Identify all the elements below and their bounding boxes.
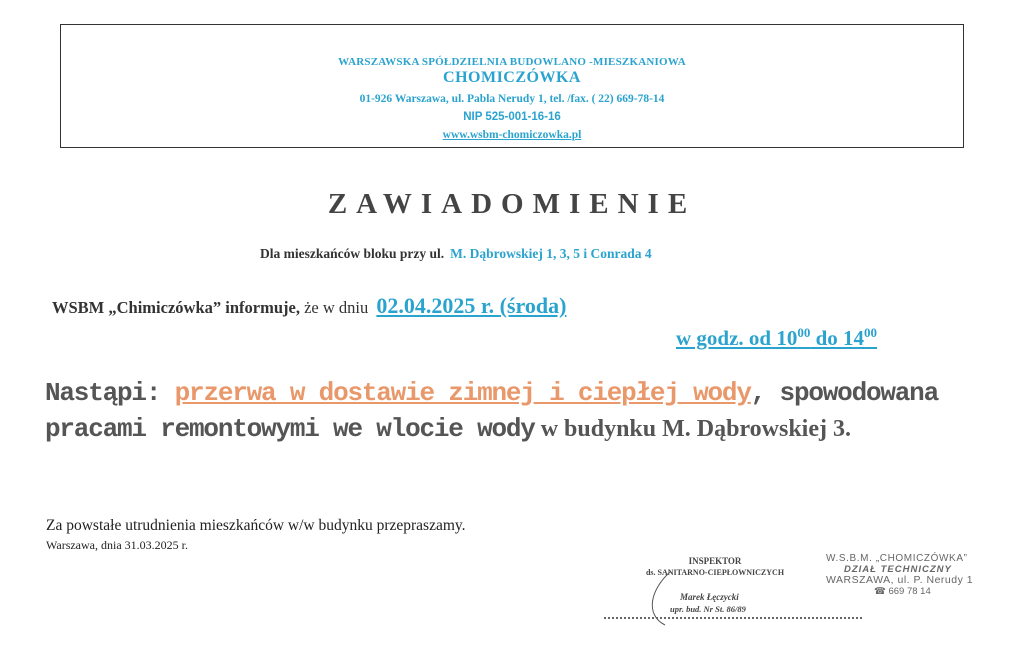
organization-name: WARSZAWSKA SPÓŁDZIELNIA BUDOWLANO -MIESZKANIOWA: [338, 56, 686, 68]
announcement-rest1: , spowodowana: [750, 378, 938, 408]
apology-text: Za powstałe utrudnienia mieszkańców w/w budynku przepraszamy.: [46, 517, 466, 534]
organization-address: 01-926 Warszawa, ul. Pabla Nerudy 1, tel. /fax. ( 22) 669-78-14: [359, 93, 665, 105]
hours-prefix: w godz. od 10: [676, 326, 798, 350]
document-title: ZAWIADOMIENIE: [327, 188, 697, 220]
tax-id: NIP 525-001-16-16: [463, 111, 561, 123]
notice-date: 02.04.2025 r. (środa): [376, 293, 567, 318]
stamp-line2: DZIAŁ TECHNICZNY: [844, 564, 952, 575]
signatory-permit: upr. bud. Nr St. 86/89: [670, 604, 746, 614]
inspector-role: INSPEKTOR: [688, 556, 742, 566]
notice-line: [52, 293, 566, 319]
hours-from-minutes: 00: [797, 325, 811, 340]
stamp-line1: W.S.B.M. „CHOMICZÓWKA”: [826, 553, 968, 564]
recipients-address: M. Dąbrowskiej 1, 3, 5 i Conrada 4: [450, 246, 652, 261]
signatory-name: Marek Łęczycki: [680, 592, 739, 602]
recipients-line: [260, 246, 652, 262]
department-stamp: [826, 553, 973, 597]
letterhead: [60, 24, 964, 148]
notice-org: WSBM „Chimiczówka” informuje,: [52, 298, 300, 317]
announcement-lead: Nastąpi:: [45, 378, 161, 408]
cooperative-name: CHOMICZÓWKA: [443, 69, 581, 86]
hours-mid: do 14: [810, 326, 865, 350]
notice-hours: [676, 325, 877, 351]
website-link[interactable]: www.wsbm-chomiczowka.pl: [442, 129, 582, 141]
recipients-prefix: Dla mieszkańców bloku przy ul.: [260, 246, 445, 261]
inspector-role-sub: ds. SANITARNO-CIEPŁOWNICZYCH: [645, 568, 785, 577]
notice-connector: że w dniu: [304, 298, 369, 317]
stamp-line3: WARSZAWA, ul. P. Nerudy 1: [826, 574, 974, 586]
hours-to-minutes: 00: [864, 325, 878, 340]
announcement-rest2: pracami remontowymi we wlocie wody: [45, 414, 535, 444]
stamp-line4: ☎ 669 78 14: [874, 586, 931, 597]
place-date: Warszawa, dnia 31.03.2025 r.: [46, 538, 188, 552]
announcement-rest3: w budynku M. Dąbrowskiej 3.: [534, 416, 851, 442]
signature-dotted-line: [604, 617, 862, 619]
announcement-highlight: przerwa w dostawie zimnej i ciepłej wody: [174, 378, 751, 408]
announcement: [45, 375, 975, 447]
